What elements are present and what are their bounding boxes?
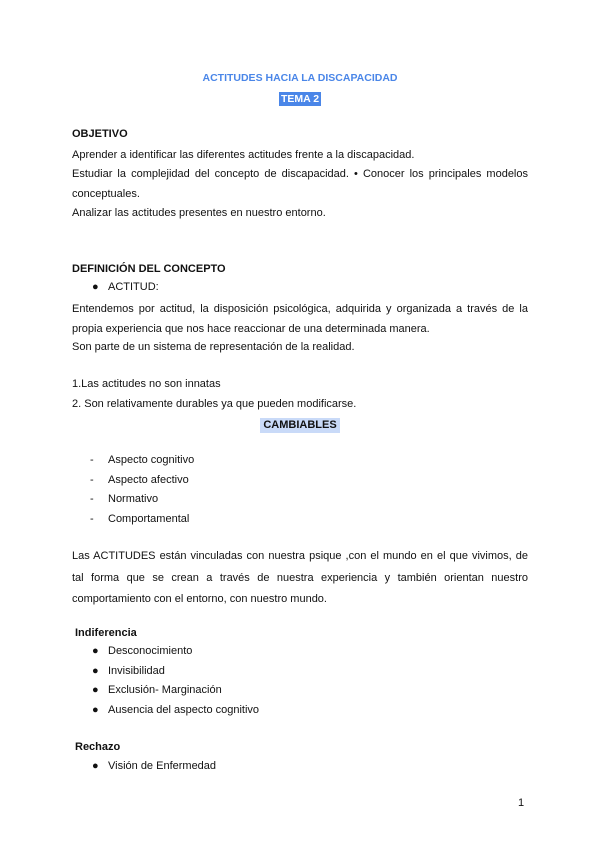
cambiables-wrap [0,415,600,433]
list-item-label: Aspecto cognitivo [108,454,195,466]
list-item-label: Aspecto afectivo [108,473,189,486]
cambiables-label: CAMBIABLES [260,418,339,433]
dash-icon: - [90,454,94,466]
document-title: ACTITUDES HACIA LA DISCAPACIDAD [202,72,398,84]
list-item [90,510,194,530]
objetivo-line-1: Aprender a identificar las diferentes actitudes frente a la discapacidad. [72,149,415,161]
objetivo-paragraph: Estudiar la complejidad del concepto de discapacidad. • Conocer los principales modelos conceptuales. [72,168,528,200]
cambiables-list [90,451,195,529]
objetivo-line-3: Analizar las actitudes presentes en nuestro entorno. [72,207,326,219]
definicion-heading: DEFINICIÓN DEL CONCEPTO [72,263,226,275]
objetivo-heading: OBJETIVO [72,128,128,140]
list-item-label: Desconocimiento [108,645,193,657]
definicion-bullet-list [92,278,159,298]
bullet-dot-icon: ● [92,760,99,772]
point-1: 1.Las actitudes no son innatas [72,378,221,390]
list-item-label: ACTITUD: [108,281,159,293]
list-item [92,662,259,682]
list-item [90,490,194,510]
bullet-dot-icon: ● [92,684,99,696]
indiferencia-heading: Indiferencia [75,627,137,639]
document-subtitle: TEMA 2 [280,93,320,105]
rechazo-heading: Rechazo [75,741,121,753]
rechazo-list [92,757,217,777]
bullet-dot-icon: ● [92,281,99,293]
subtitle-wrap [0,89,600,107]
dash-icon: - [90,512,94,525]
bullet-dot-icon: ● [92,703,99,716]
list-item [92,701,260,721]
page-number: 1 [518,797,525,809]
list-item [92,278,159,298]
bullet-dot-icon: ● [92,645,99,657]
list-item [90,471,194,491]
list-item [92,757,217,777]
dash-icon: - [90,473,94,486]
dash-icon: - [90,493,94,505]
bullet-dot-icon: ● [92,664,99,677]
indiferencia-list [92,642,260,720]
list-item-label: Comportamental [108,512,190,525]
list-item [92,681,259,701]
point-2: 2. Son relativamente durables ya que pueden modificarse. [72,398,357,410]
list-item-label: Invisibilidad [108,664,165,677]
definicion-paragraph: Entendemos por actitud, la disposición psicológica, adquirida y organizada a través de la propia experiencia que nos hace reaccionar de una determinada manera. [72,303,528,335]
definicion-line-2: Son parte de un sistema de representación de la realidad. [72,341,355,353]
list-item [90,451,195,471]
list-item-label: Exclusión- Marginación [108,684,222,696]
vinculadas-paragraph: Las ACTITUDES están vinculadas con nuestra psique ,con el mundo en el que vivimos, de tal forma que se crean a través de nuestra experiencia y también orientan nuestro comportamiento con el entorno, con nuestro mundo. [72,550,528,605]
list-item [92,642,259,662]
list-item-label: Visión de Enfermedad [108,760,217,772]
list-item-label: Normativo [108,493,159,505]
list-item-label: Ausencia del aspecto cognitivo [108,703,260,716]
